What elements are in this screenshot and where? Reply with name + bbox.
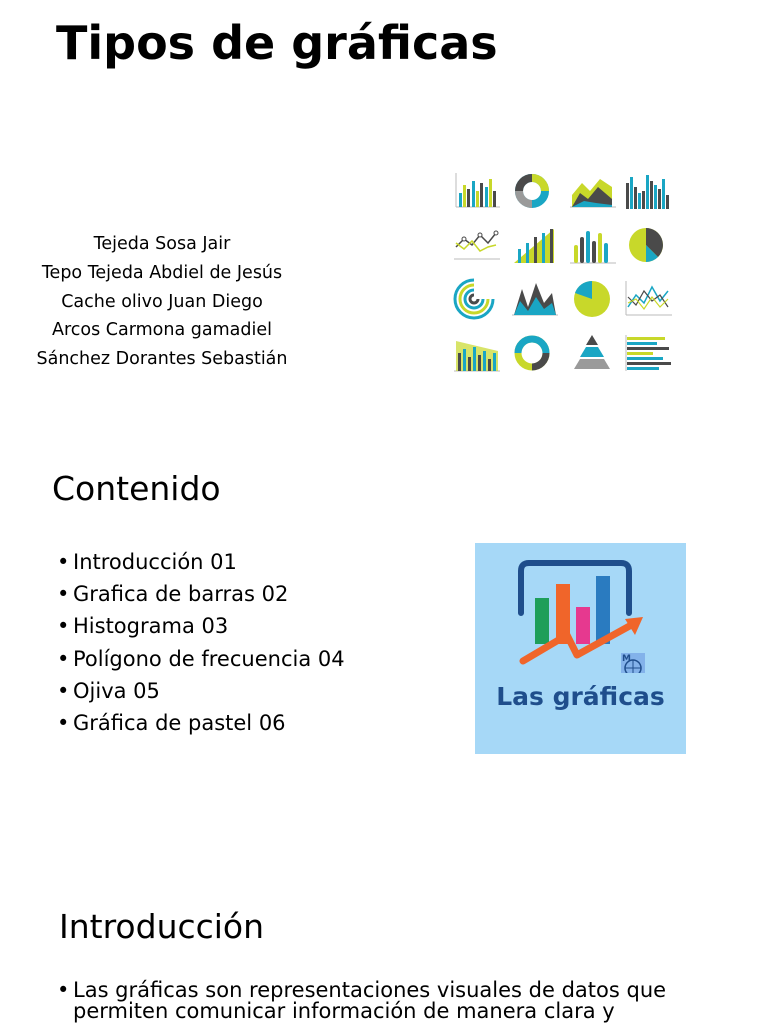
logo-badge: M [622,654,631,664]
chart-growth-icon [475,543,686,673]
bar-chart-icon [566,223,618,267]
line-chart-icon [622,277,674,321]
donut-chart-icon [508,169,560,213]
pie-chart-icon [622,223,674,267]
contents-item: • Ojiva 05 [57,675,345,707]
contents-heading: Contenido [52,469,221,508]
author-name: Tejeda Sosa Jair [93,234,231,254]
radial-chart-icon [450,277,502,321]
las-graficas-logo [475,543,686,754]
contents-list [57,546,345,739]
slide-title: Tipos de gráficas [56,16,498,70]
author-name: Sánchez Dorantes Sebastián [36,349,288,370]
chart-icons-illustration [444,163,676,379]
donut-chart-icon [508,331,560,375]
bar-chart-icon [450,169,502,213]
line-chart-icon [450,223,502,267]
contents-item: • Grafica de barras 02 [57,578,345,610]
logo-label: Las gráficas [496,682,665,711]
introduction-text [57,980,737,1022]
pyramid-chart-icon [566,331,618,375]
area-chart-icon [508,277,560,321]
bar-chart-icon [622,331,674,375]
author-name: Tepo Tejeda Abdiel de Jesús [41,262,283,283]
pie-chart-icon [566,277,618,321]
contents-item: • Gráfica de pastel 06 [57,707,345,739]
author-name: Cache olivo Juan Diego [61,291,263,312]
bar-chart-icon [508,223,560,267]
contents-item: • Polígono de frecuencia 04 [57,643,345,675]
contents-item: • Introducción 01 [57,546,345,578]
introduction-heading: Introducción [59,907,265,946]
author-name: Arcos Carmona gamadiel [52,320,272,341]
author-list [14,230,310,374]
contents-item: • Histograma 03 [57,610,345,642]
area-chart-icon [566,169,618,213]
bar-chart-icon [450,331,502,375]
introduction-paragraph: • Las gráficas son representaciones visuales de datos que permiten comunicar información de manera clara y [57,980,737,1022]
bar-chart-icon [622,169,674,213]
